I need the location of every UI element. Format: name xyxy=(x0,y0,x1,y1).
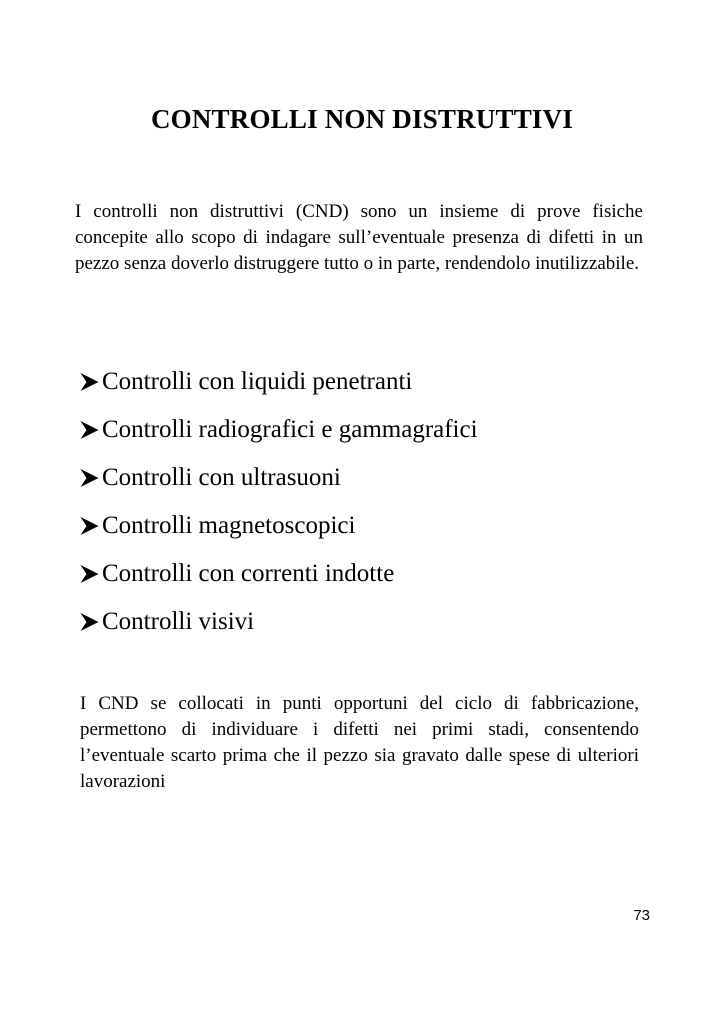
page-title: CONTROLLI NON DISTRUTTIVI xyxy=(150,104,574,134)
list-item xyxy=(79,598,679,646)
list-item-label: Controlli con ultrasuoni xyxy=(102,464,341,491)
test-methods-list xyxy=(79,358,679,646)
right-arrowhead-icon xyxy=(79,372,100,392)
list-item-label: Controlli con correnti indotte xyxy=(102,560,395,587)
list-item xyxy=(79,358,679,406)
intro-paragraph: I controlli non distruttivi (CND) sono un insieme di prove fisiche concepite allo scopo di indagare sull’eventuale presenza di difetti in un pezzo senza doverlo distruggere tutto o in parte, rendendolo inutilizzabile. xyxy=(75,201,643,274)
closing-paragraph: I CND se collocati in punti opportuni del ciclo di fabbricazione, permettono di individuare i difetti nei primi stadi, consentendo l’eventuale scarto prima che il pezzo sia gravato dalle spese di ulteriori lavorazioni xyxy=(80,693,639,792)
list-item-label: Controlli visivi xyxy=(102,608,255,635)
right-arrowhead-icon xyxy=(79,564,100,584)
right-arrowhead-icon xyxy=(79,468,100,488)
list-item-label: Controlli magnetoscopici xyxy=(102,512,356,539)
list-item xyxy=(79,454,679,502)
list-item xyxy=(79,550,679,598)
right-arrowhead-icon xyxy=(79,516,100,536)
page-number: 73 xyxy=(633,907,650,924)
list-item-label: Controlli radiografici e gammagrafici xyxy=(102,416,478,443)
list-item xyxy=(79,406,679,454)
list-item-label: Controlli con liquidi penetranti xyxy=(102,368,413,395)
list-item xyxy=(79,502,679,550)
right-arrowhead-icon xyxy=(79,420,100,440)
right-arrowhead-icon xyxy=(79,612,100,632)
